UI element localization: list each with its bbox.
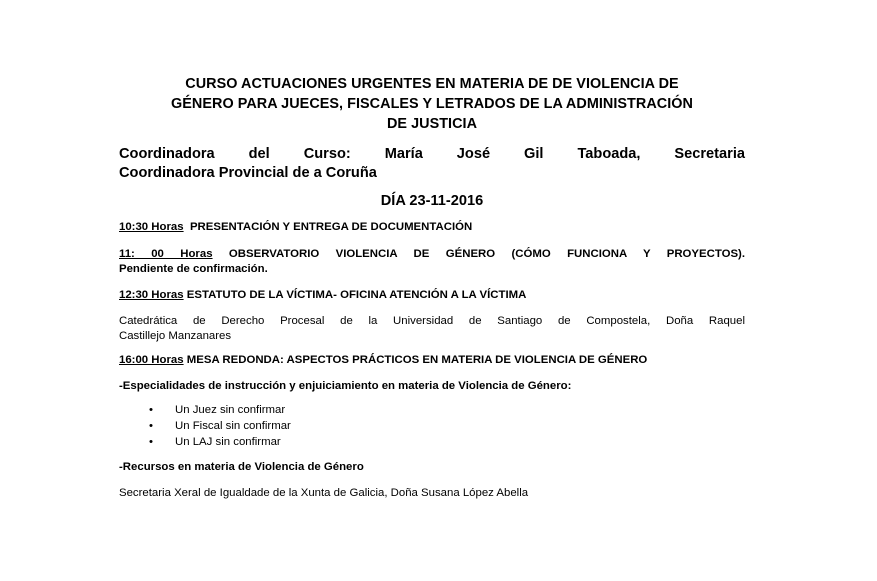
round-table-topic-2: -Recursos en materia de Violencia de Género xyxy=(119,461,364,473)
schedule-time: 11: 00 Horas xyxy=(119,248,213,260)
speaker-1230 xyxy=(119,314,745,344)
bullet-icon: • xyxy=(149,436,153,448)
schedule-time: 16:00 Horas xyxy=(119,354,184,366)
list-item: • Un Juez sin confirmar xyxy=(149,404,286,416)
schedule-time: 10:30 Horas xyxy=(119,221,184,233)
course-title-line-1: CURSO ACTUACIONES URGENTES EN MATERIA DE DE VIOLENCIA DE xyxy=(185,76,679,92)
list-item: • Un Fiscal sin confirmar xyxy=(149,420,291,432)
bullet-icon: • xyxy=(149,404,153,416)
course-day: DÍA 23-11-2016 xyxy=(380,193,484,209)
course-title xyxy=(119,74,745,134)
round-table-topic-1: -Especialidades de instrucción y enjuiciamiento en materia de Violencia de Género: xyxy=(119,380,572,392)
schedule-text: ESTATUTO DE LA VÍCTIMA- OFICINA ATENCIÓN A LA VÍCTIMA xyxy=(186,289,527,301)
schedule-item-1600 xyxy=(119,353,745,368)
course-title-line-2: GÉNERO PARA JUECES, FISCALES Y LETRADOS DE LA ADMINISTRACIÓN xyxy=(171,96,693,112)
schedule-line-1 xyxy=(119,247,745,262)
schedule-item-1100 xyxy=(119,247,745,277)
schedule-time: 12:30 Horas xyxy=(119,289,184,301)
schedule-text: MESA REDONDA: ASPECTOS PRÁCTICOS EN MATERIA DE VIOLENCIA DE GÉNERO xyxy=(186,354,648,366)
coordinator-line-2: Coordinadora Provincial de a Coruña xyxy=(119,165,377,181)
course-title-line-3: DE JUSTICIA xyxy=(386,116,478,132)
course-coordinator xyxy=(119,145,745,183)
speaker-line-2: Castillejo Manzanares xyxy=(119,330,232,342)
schedule-text-2: Pendiente de confirmación. xyxy=(119,263,268,275)
coordinator-line-1: Coordinadora del Curso: María José Gil Taboada, Secretaria xyxy=(119,146,745,162)
speaker-round-table: Secretaria Xeral de Igualdade de la Xunta de Galicia, Doña Susana López Abella xyxy=(119,487,529,499)
speaker-line-1: Catedrática de Derecho Procesal de la Universidad de Santiago de Compostela, Doña Raquel xyxy=(119,315,745,327)
schedule-item-1230 xyxy=(119,288,745,303)
schedule-text: OBSERVATORIO VIOLENCIA DE GÉNERO (CÓMO FUNCIONA Y PROYECTOS). xyxy=(228,248,745,260)
list-item: • Un LAJ sin confirmar xyxy=(149,436,281,448)
bullet-icon: • xyxy=(149,420,153,432)
schedule-item-1030 xyxy=(119,220,745,235)
panelist-list xyxy=(147,402,291,450)
schedule-text: PRESENTACIÓN Y ENTREGA DE DOCUMENTACIÓN xyxy=(189,221,473,233)
